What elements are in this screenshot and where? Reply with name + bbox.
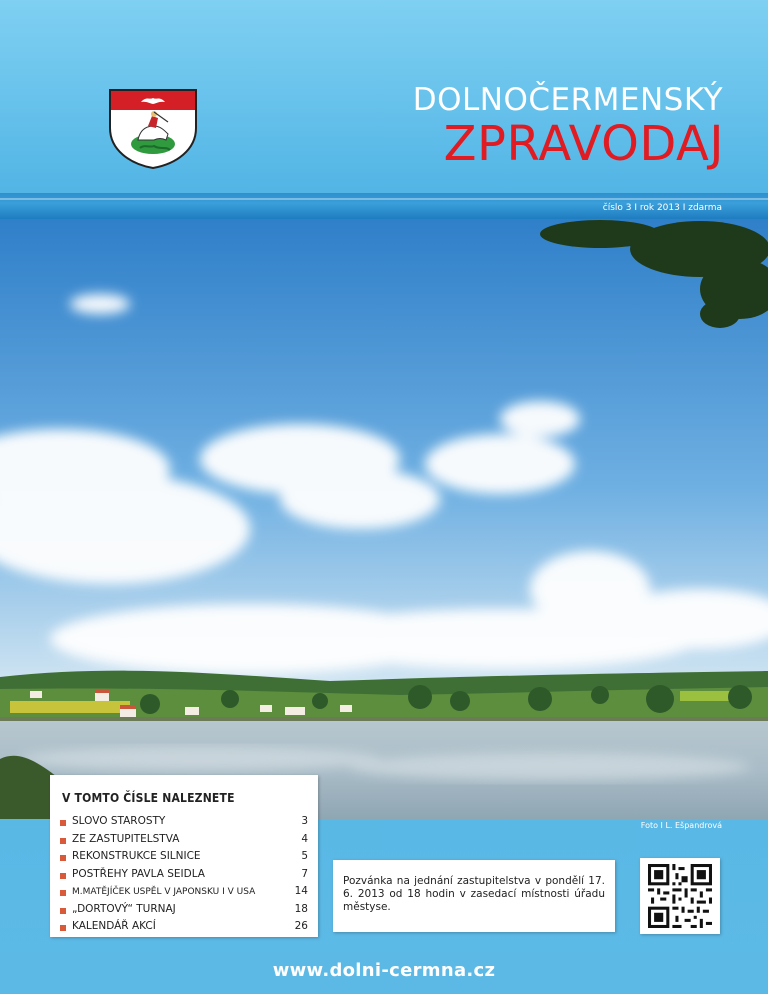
contents-item-page: 7 bbox=[301, 867, 308, 880]
contents-item-label: SLOVO STAROSTY bbox=[72, 815, 166, 827]
contents-box bbox=[50, 775, 318, 937]
website-link[interactable]: www.dolni-cermna.cz bbox=[272, 960, 496, 981]
cover-photo bbox=[0, 219, 768, 819]
contents-item-page: 3 bbox=[301, 815, 308, 827]
invitation-box bbox=[333, 860, 615, 932]
contents-list bbox=[60, 815, 310, 938]
contents-item-label: „DORTOVÝ“ TURNAJ bbox=[72, 902, 176, 915]
bullet-icon bbox=[60, 890, 66, 896]
contents-item-page: 26 bbox=[294, 920, 308, 932]
invitation-text: Pozvánka na jednání zastupitelstva v pondělí 17. 6. 2013 od 18 hodin v zasedací místnosti úřadu městyse. bbox=[343, 875, 605, 913]
contents-item[interactable] bbox=[60, 833, 310, 851]
bullet-icon bbox=[60, 873, 66, 879]
contents-item-page: 18 bbox=[294, 902, 308, 915]
contents-item-label: REKONSTRUKCE SILNICE bbox=[72, 850, 201, 862]
contents-item-page: 5 bbox=[301, 850, 308, 862]
magazine-title-line2: ZPRAVODAJ bbox=[443, 116, 724, 172]
coat-of-arms-icon bbox=[108, 88, 198, 170]
qr-code[interactable] bbox=[640, 858, 720, 934]
contents-item[interactable] bbox=[60, 920, 310, 938]
contents-item-label: POSTŘEHY PAVLA SEIDLA bbox=[72, 867, 205, 880]
photo-credit: Foto I L. Ešpandrová bbox=[640, 821, 722, 830]
stripe-highlight bbox=[0, 198, 768, 200]
contents-item-label: KALENDÁŘ AKCÍ bbox=[72, 920, 156, 932]
bullet-icon bbox=[60, 855, 66, 861]
contents-heading: V TOMTO ČÍSLE NALEZNETE bbox=[62, 791, 235, 805]
contents-item-page: 14 bbox=[294, 885, 308, 897]
contents-item[interactable] bbox=[60, 815, 310, 833]
issue-info: číslo 3 I rok 2013 I zdarma bbox=[602, 203, 722, 213]
bullet-icon bbox=[60, 838, 66, 844]
bullet-icon bbox=[60, 908, 66, 914]
bullet-icon bbox=[60, 925, 66, 931]
contents-item-label: ZE ZASTUPITELSTVA bbox=[72, 832, 180, 845]
contents-item[interactable] bbox=[60, 903, 310, 921]
contents-item[interactable] bbox=[60, 850, 310, 868]
contents-item-page: 4 bbox=[301, 832, 308, 845]
contents-item[interactable] bbox=[60, 868, 310, 886]
magazine-title-line1: DOLNOČERMENSKÝ bbox=[412, 82, 723, 118]
contents-item[interactable] bbox=[60, 885, 310, 903]
bullet-icon bbox=[60, 820, 66, 826]
qr-code-icon bbox=[648, 864, 712, 928]
contents-item-label: M.MATĚJÍČEK USPĚL V JAPONSKU I V USA bbox=[72, 887, 256, 897]
